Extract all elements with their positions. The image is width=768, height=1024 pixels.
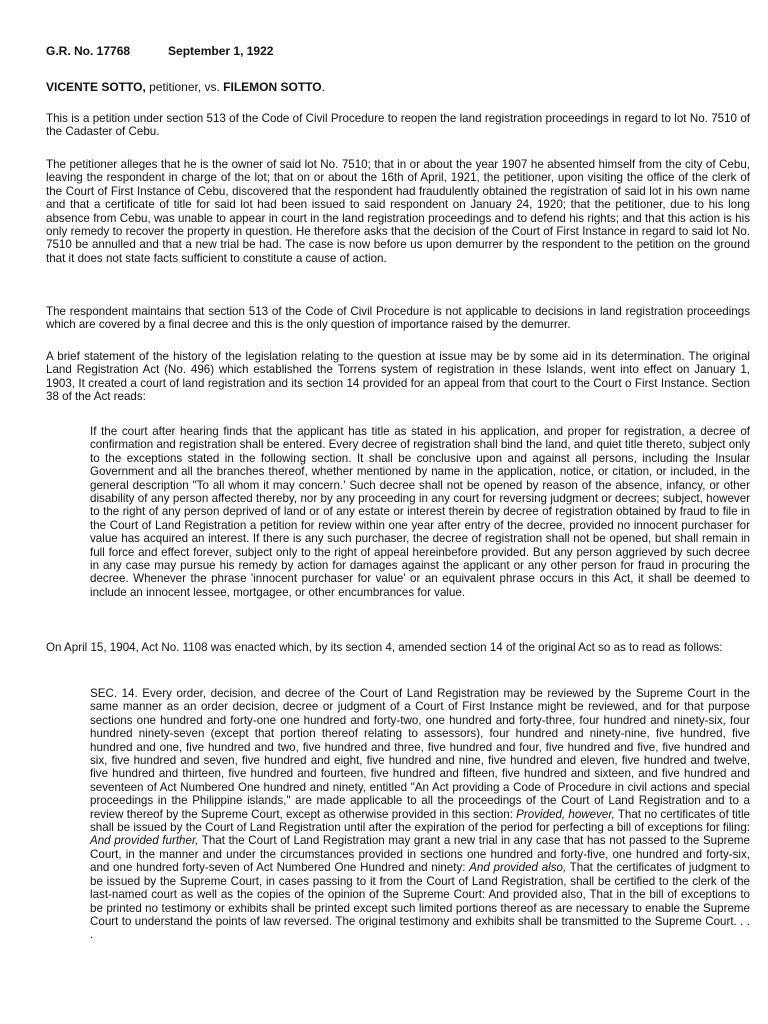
blockquote-section-38: If the court after hearing finds that the applicant has title as stated in his application, and proper for registration, a decree of confirmation and registration shall be entered. Every decree of registration shall bind the land, and quiet title thereto, subject only to the exceptions stated in the following section. It shall be conclusive upon and against all persons, including the Insular Government and all the branches thereof, whether mentioned by name in the application, notice, or citation, or included, in the general description "To all whom it may concern.' Such decree shall not be opened by reason of the absence, infancy, or other disability of any person affected thereby, nor by any proceeding in any court for reversing judgment or decrees; subject, however to the right of any person deprived of land or of any estate or interest therein by decree of registration obtained by fraud to file in the Court of Land Registration a petition for review within one year after entry of the decree, provided no innocent purchaser for value has acquired an interest. If there is any such purchaser, the decree of registration shall not be opened, but shall remain in full force and effect forever, subject only to the right of appeal hereinbefore provided. But any person aggrieved by such decree in any case may pursue his remedy by action for damages against the applicant or any other person for fraud in procuring the decree. Whenever the phrase 'innocent purchaser for value' or an equivalent phrase occurs in this Act, it shall be deemed to include an innocent lessee, mortgagee, or other encumbrances for value.	[90, 425, 750, 599]
sec14-text-2: That no certificates of title shall be issued by the Court of Land Registration until after the expiration of the period for perfecting a bill of exceptions for filing:	[90, 807, 750, 835]
paragraph-act-1108: On April 15, 1904, Act No. 1108 was enacted which, by its section 4, amended section 14 of the original Act so as to read as follows:	[46, 641, 723, 654]
case-header	[46, 45, 273, 58]
decision-date: September 1, 1922	[168, 44, 274, 58]
sec14-proviso-2: And provided further,	[90, 834, 199, 848]
parties-connector: petitioner, vs.	[145, 80, 224, 94]
blockquote-section-14	[90, 687, 750, 942]
respondent-name: FILEMON SOTTO	[223, 80, 322, 94]
petitioner-name: VICENTE SOTTO,	[46, 80, 146, 94]
sec14-proviso-3: And provided also,	[469, 861, 567, 875]
case-parties	[46, 81, 325, 94]
case-number: G.R. No. 17768	[46, 44, 131, 58]
paragraph-legislative-history: A brief statement of the history of the legislation relating to the question at issue may be by some aid in its determination. The original Land Registration Act (No. 496) which established the Torrens system of registration in these Islands, went into effect on January 1, 1903, It created a court of land registration and its section 14 provided for an appeal from that court to the Court o First Instance. Section 38 of the Act reads:	[46, 350, 750, 404]
paragraph-petition-intro: This is a petition under section 513 of the Code of Civil Procedure to reopen the land registration proceedings in regard to lot No. 7510 of the Cadaster of Cebu.	[46, 112, 750, 139]
paragraph-respondent-position: The respondent maintains that section 513 of the Code of Civil Procedure is not applicable to decisions in land registration proceedings which are covered by a final decree and this is the only question of importance raised by the demurrer.	[46, 305, 750, 332]
sec14-text-4: That the certificates of judgment to be issued by the Supreme Court, in cases passing to it from the Court of Land Registration, shall be certified to the clerk of the last-named court as well as the copies of the opinion of the Supreme Court: And provided also, That in the bill of exceptions to be printed no testimony or exhibits shall be printed except such limited portions thereof as are necessary to enable the Supreme Court to understand the points of law reversed. The original testimony and exhibits shall be transmitted to the Supreme Court. . . .	[90, 861, 750, 942]
paragraph-petitioner-allegations: The petitioner alleges that he is the owner of said lot No. 7510; that in or about the year 1907 he absented himself from the city of Cebu, leaving the respondent in charge of the lot; that on or about the 16th of April, 1921, the petitioner, upon visiting the office of the clerk of the Court of First Instance of Cebu, discovered that the respondent had fraudulently obtained the registration of said lot in his own name and that a certificate of title for said lot had been issued to said respondent on January 24, 1920; that the petitioner, due to his long absence from Cebu, was unable to appear in court in the land registration proceedings and to defend his rights; and that this action is his only remedy to recover the property in question. He therefore asks that the decision of the Court of First Instance in regard to said lot No. 7510 be annulled and that a new trial be had. The case is now before us upon demurrer by the respondent to the petition on the ground that it does not state facts sufficient to constitute a cause of action.	[46, 158, 750, 265]
sec14-text-1: SEC. 14. Every order, decision, and decree of the Court of Land Registration may be reviewed by the Supreme Court in the same manner as an order decision, decree or judgment of a Court of First Instance might be reviewed, and for that purpose sections one hundred and forty-one one hundred and forty-two, one hundred and forty-three, four hundred and ninety-six, four hundred ninety-seven (except that portion thereof relating to assessors), four hundred and ninety-nine, five hundred, five hundred and one, five hundred and two, five hundred and three, five hundred and four, five hundred and five, five hundred and six, five hundred and seven, five hundred and eight, five hundred and nine, five hundred and eleven, five hundred and twelve, five hundred and thirteen, five hundred and fourteen, five hundred and fifteen, five hundred and sixteen, and five hundred and seventeen of Act Numbered One hundred and ninety, entitled "An Act providing a Code of Procedure in civil actions and special proceedings in the Philippine islands," are made applicable to all the proceedings of the Court of Land Registration and to a review thereof by the Supreme Court, except as otherwise provided in this section:	[90, 687, 750, 821]
sec14-proviso-1: Provided, however,	[516, 807, 615, 821]
parties-end: .	[321, 80, 325, 94]
sec14-text-3: That the Court of Land Registration may grant a new trial in any case that has not passed to the Supreme Court, in the manner and under the circumstances provided in sections one hundred and forty-five, one hundred and forty-six, and one hundred forty-seven of Act Numbered One Hundred and ninety:	[90, 834, 750, 875]
